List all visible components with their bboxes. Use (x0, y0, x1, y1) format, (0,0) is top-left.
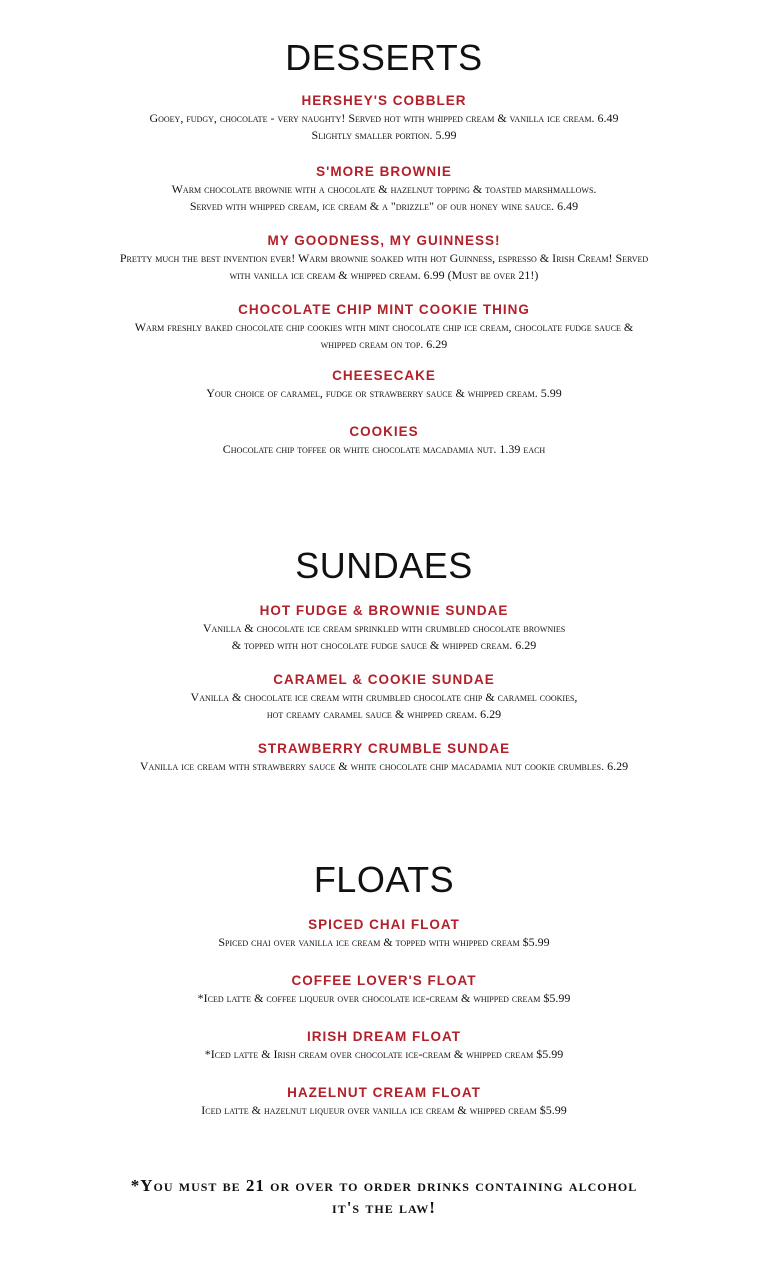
item-name: HAZELNUT CREAM FLOAT (287, 1085, 481, 1100)
item-desc-line: with vanilla ice cream & whipped cream. 6.99 (Must be over 21!) (229, 268, 539, 282)
item-desc-line: hot creamy caramel sauce & whipped cream. 6.29 (266, 707, 502, 721)
item-desc-line: Gooey, fudgy, chocolate - very naughty! Served hot with whipped cream & vanilla ice cream. 6.49 (149, 111, 619, 125)
item-desc-line: whipped cream on top. 6.29 (320, 337, 448, 351)
section-title-floats: FLOATS (313, 859, 455, 900)
item-name: SPICED CHAI FLOAT (308, 917, 460, 932)
item-name: CHEESECAKE (332, 368, 436, 383)
item-name: CHOCOLATE CHIP MINT COOKIE THING (238, 302, 530, 317)
alcohol-disclaimer (20, 1175, 748, 1219)
disclaimer-line: *You must be 21 or over to order drinks containing alcohol (130, 1176, 638, 1195)
item-desc-line: Warm freshly baked chocolate chip cookies with mint chocolate chip ice cream, chocolate fudge sauce & (134, 320, 634, 334)
menu-item (20, 602, 748, 654)
item-desc-line: Iced latte & hazelnut liqueur over vanilla ice cream & whipped cream $5.99 (201, 1103, 567, 1117)
menu-item (20, 972, 748, 1007)
menu-item (20, 1084, 748, 1119)
section-title-desserts: DESSERTS (285, 37, 483, 78)
menu-item (20, 916, 748, 951)
menu-item (20, 1028, 748, 1063)
item-desc-line: Chocolate chip toffee or white chocolate macadamia nut. 1.39 each (222, 442, 546, 456)
item-desc-line: *Iced latte & coffee liqueur over chocolate ice-cream & whipped cream $5.99 (197, 991, 571, 1005)
item-desc-line: Vanilla & chocolate ice cream with crumbled chocolate chip & caramel cookies, (190, 690, 578, 704)
item-desc-line: & topped with hot chocolate fudge sauce & whipped cream. 6.29 (231, 638, 537, 652)
disclaimer-line: it's the law! (332, 1198, 436, 1217)
item-name: STRAWBERRY CRUMBLE SUNDAE (257, 741, 511, 756)
item-name: HOT FUDGE & BROWNIE SUNDAE (259, 603, 509, 618)
menu-item (20, 301, 748, 353)
item-name: COOKIES (349, 424, 419, 439)
item-name: IRISH DREAM FLOAT (307, 1029, 461, 1044)
menu-item (20, 740, 748, 775)
item-name: MY GOODNESS, MY GUINNESS! (267, 233, 501, 248)
item-desc-line: Pretty much the best invention ever! Warm brownie soaked with hot Guinness, espresso & Irish Cream! Served (119, 251, 649, 265)
item-name: COFFEE LOVER'S FLOAT (291, 973, 477, 988)
item-name: S'MORE BROWNIE (316, 164, 452, 179)
menu-item (20, 163, 748, 215)
menu-item (20, 367, 748, 402)
menu-item (20, 671, 748, 723)
item-desc-line: Served with whipped cream, ice cream & a "drizzle" of our honey wine sauce. 6.49 (189, 199, 579, 213)
item-name: CARAMEL & COOKIE SUNDAE (273, 672, 495, 687)
item-desc-line: Your choice of caramel, fudge or strawberry sauce & whipped cream. 5.99 (206, 386, 562, 400)
item-desc-line: Spiced chai over vanilla ice cream & topped with whipped cream $5.99 (218, 935, 550, 949)
section-title-sundaes: SUNDAES (295, 545, 473, 586)
menu-item (20, 232, 748, 284)
item-desc-line: Vanilla ice cream with strawberry sauce & white chocolate chip macadamia nut cookie crumbles. 6.29 (139, 759, 629, 773)
item-desc-line: Vanilla & chocolate ice cream sprinkled with crumbled chocolate brownies (202, 621, 566, 635)
item-desc-line: Slightly smaller portion. 5.99 (311, 128, 457, 142)
item-desc-line: *Iced latte & Irish cream over chocolate ice-cream & whipped cream $5.99 (204, 1047, 564, 1061)
item-desc-line: Warm chocolate brownie with a chocolate & hazelnut topping & toasted marshmallows. (171, 182, 597, 196)
menu-item (20, 92, 748, 144)
item-name: HERSHEY'S COBBLER (301, 93, 467, 108)
menu-item (20, 423, 748, 458)
